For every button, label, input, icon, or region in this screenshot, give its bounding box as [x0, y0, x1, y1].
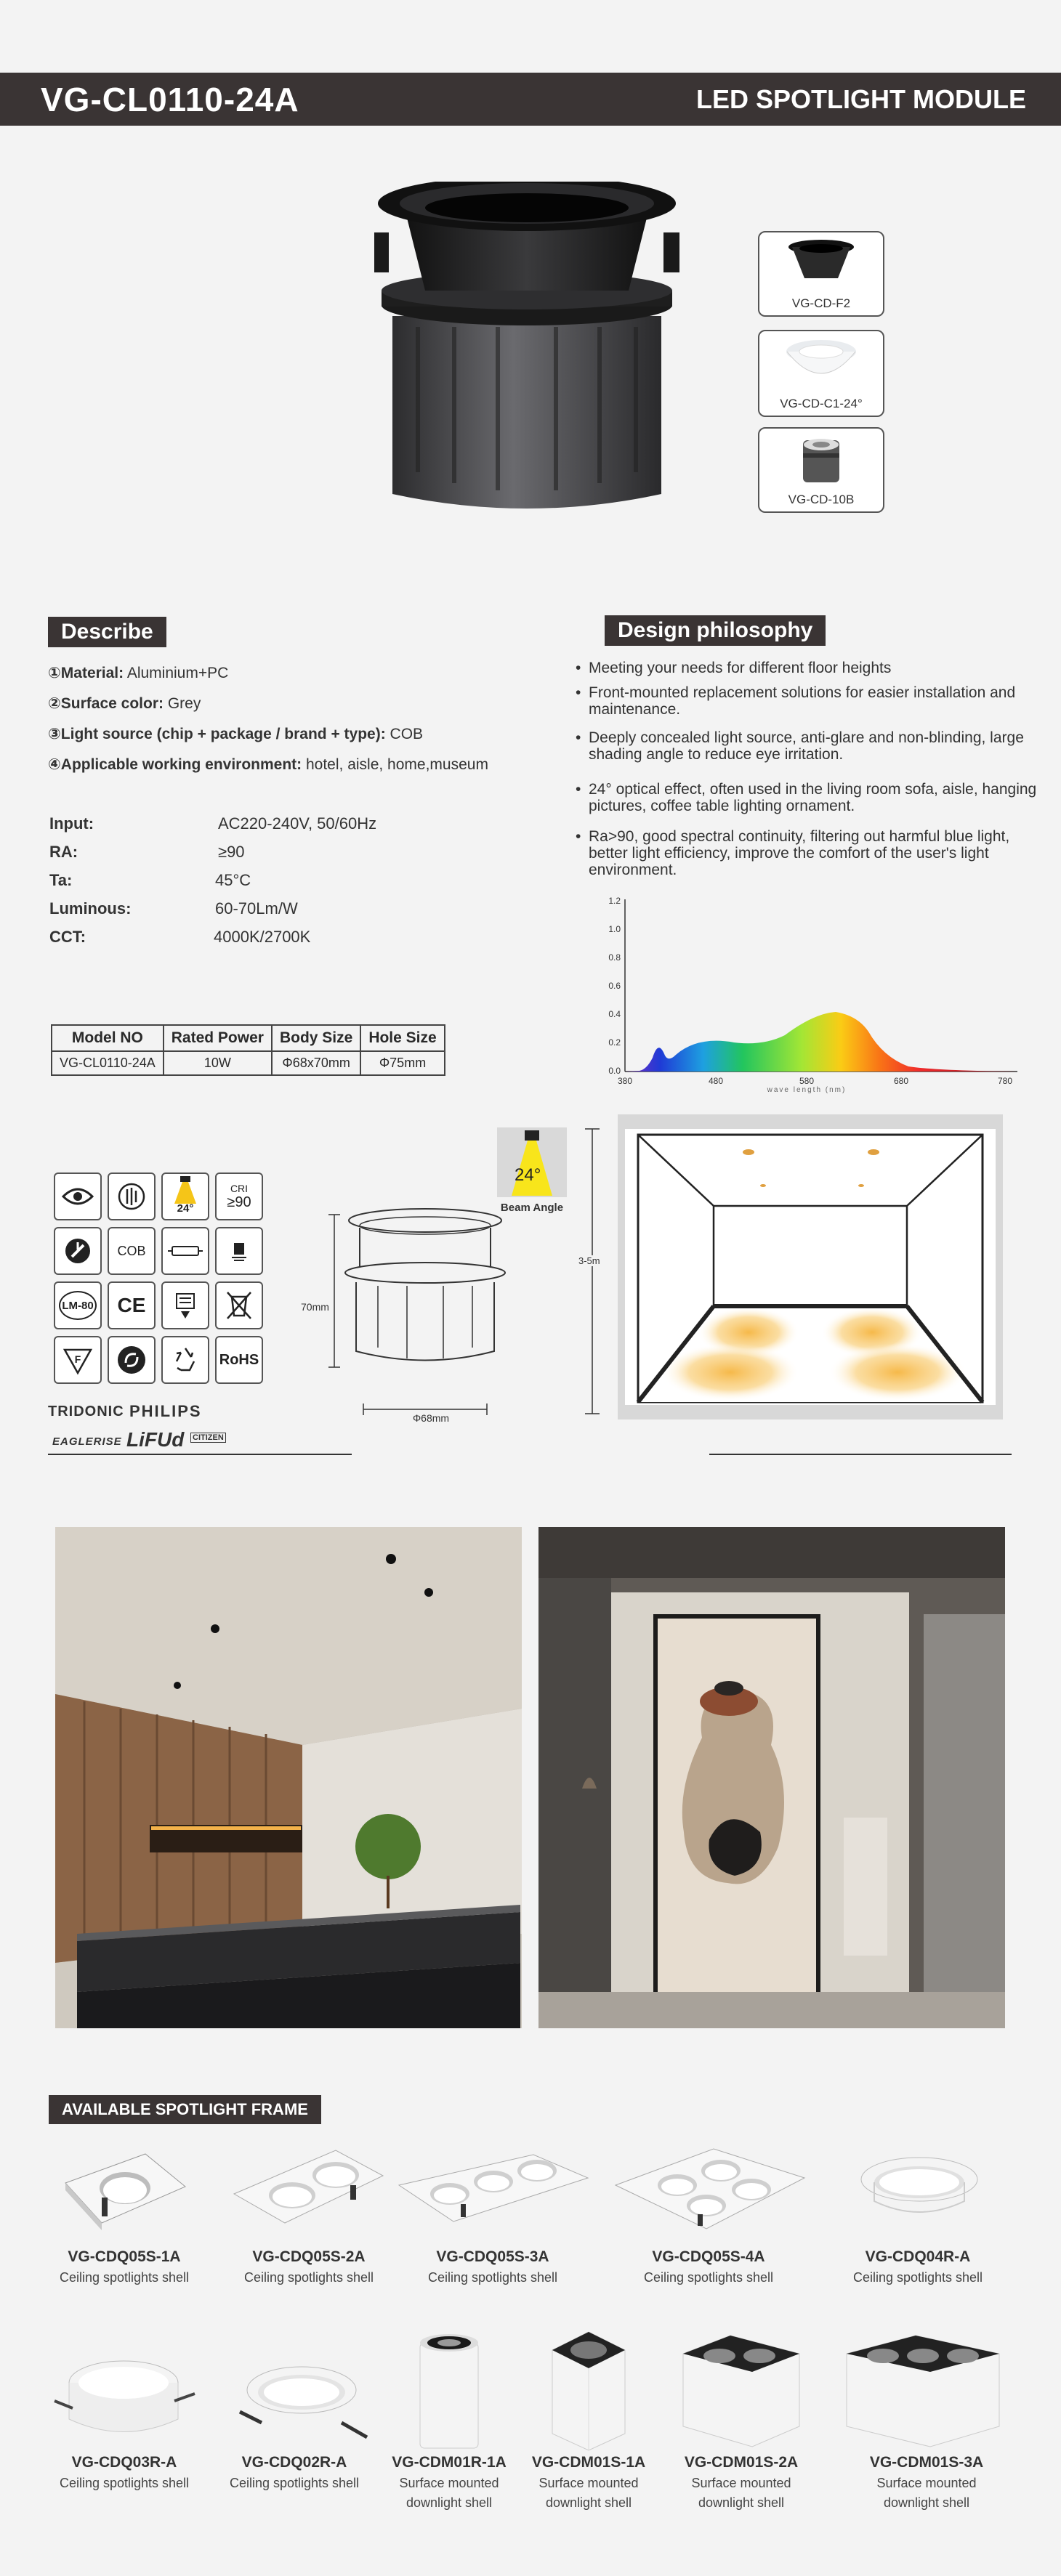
frame-photo	[854, 2150, 985, 2230]
frame-photo	[51, 2350, 196, 2452]
spec-value: ≥90	[218, 843, 245, 861]
driver-icon	[161, 1227, 209, 1275]
product-subtitle: LED SPOTLIGHT MODULE	[696, 84, 1026, 114]
artwork-scene-photo	[538, 1527, 1005, 2028]
frame-desc: Ceiling spotlights shell	[229, 2476, 360, 2490]
frame-photo	[227, 2143, 388, 2237]
beam-angle-label: Beam Angle	[500, 1202, 564, 1214]
philosophy-text: 24° optical effect, often used in the living room sofa, aisle, hanging pictures, coffee table lighting ornament.	[589, 781, 1037, 814]
angle-value: 24°	[177, 1202, 194, 1215]
accessory-card	[758, 330, 884, 417]
table-header: Model NO	[52, 1025, 164, 1051]
frame-desc: Ceiling spotlights shell	[59, 2270, 190, 2285]
spec-table	[51, 1024, 445, 1076]
frame-desc: Surface mounted	[538, 2476, 639, 2490]
frame-desc: Ceiling spotlights shell	[643, 2270, 774, 2285]
describe-value: Grey	[164, 695, 201, 712]
philosophy-text: Deeply concealed light source, anti-glare and non-blinding, large shading angle to reduce eye irritation.	[589, 729, 1024, 763]
describe-value: Aluminium+PC	[124, 665, 229, 681]
frame-desc: downlight shell	[883, 2495, 970, 2510]
spec-key: CCT:	[49, 928, 86, 946]
frame-name: VG-CDM01S-2A	[684, 2454, 799, 2471]
spec-value: 4000K/2700K	[214, 928, 311, 946]
frame-name: VG-CDQ03R-A	[71, 2454, 177, 2471]
spec-value: AC220-240V, 50/60Hz	[218, 814, 377, 833]
frame-desc: downlight shell	[545, 2495, 632, 2510]
cri-icon	[215, 1172, 263, 1220]
divider	[709, 1454, 1012, 1455]
y-tick: 0.2	[608, 1037, 621, 1048]
spectrum-chart	[596, 894, 1025, 1094]
frame-name: VG-CDQ05S-3A	[436, 2248, 549, 2265]
frame-desc: downlight shell	[698, 2495, 785, 2510]
frame-name: VG-CDQ02R-A	[241, 2454, 347, 2471]
frame-photo	[843, 2332, 1003, 2448]
philosophy-item: • 24° optical effect, often used in the living room sofa, aisle, hanging pictures, coffee table lighting ornament.	[576, 781, 1037, 814]
no-flicker-icon	[54, 1227, 102, 1275]
philosophy-tag: Design philosophy	[605, 615, 826, 646]
accessory-label: VG-CD-10B	[788, 493, 855, 506]
lm80-icon	[54, 1281, 102, 1329]
describe-key: ②Surface color:	[48, 695, 164, 712]
frame-name: VG-CDQ05S-2A	[252, 2248, 366, 2265]
accessory-photo	[781, 337, 861, 388]
model-title: VG-CL0110-24A	[41, 81, 299, 118]
brand-philips: PHILIPS	[129, 1402, 202, 1420]
accessory-label: VG-CD-C1-24°	[780, 397, 863, 410]
describe-line	[48, 664, 228, 682]
describe-line	[48, 725, 423, 743]
cri-value: ≥90	[227, 1194, 251, 1210]
frame-name: VG-CDM01S-1A	[531, 2454, 646, 2471]
philosophy-item: • Deeply concealed light source, anti-glare and non-blinding, large shading angle to reduce eye irritation.	[576, 729, 1024, 763]
x-tick: 780	[997, 1076, 1013, 1086]
spec-key: Luminous:	[49, 899, 132, 918]
spec-value: 60-70Lm/W	[215, 899, 298, 918]
rohs-icon: RoHS	[215, 1336, 263, 1384]
y-tick: 1.0	[608, 924, 621, 934]
table-cell: Φ75mm	[360, 1051, 444, 1075]
frame-photo	[612, 2142, 808, 2236]
diameter-dimension: Φ68mm	[413, 1412, 450, 1424]
led-chip-icon	[215, 1227, 263, 1275]
frame-photo	[58, 2147, 189, 2241]
frame-photo	[413, 2328, 485, 2452]
spec-key: RA:	[49, 843, 78, 861]
y-tick: 1.2	[608, 896, 621, 906]
table-cell: Φ68x70mm	[272, 1051, 360, 1075]
cri-label: CRI	[230, 1182, 249, 1194]
weee-bin-icon	[215, 1281, 263, 1329]
beam-angle-graphic	[497, 1127, 567, 1197]
accessory-photo	[781, 238, 861, 289]
x-axis-label: wave length (nm)	[767, 1086, 847, 1094]
y-tick: 0.0	[608, 1066, 621, 1076]
frame-desc: Surface mounted	[399, 2476, 499, 2490]
x-tick: 480	[708, 1076, 724, 1086]
table-cell: 10W	[164, 1051, 272, 1075]
header-bar	[0, 73, 1061, 126]
lifespan-icon	[161, 1281, 209, 1329]
spec-value: 45°C	[215, 871, 251, 889]
describe-tag: Describe	[48, 617, 166, 647]
accessory-card	[758, 427, 884, 513]
beam-angle-icon	[161, 1172, 209, 1220]
beam-angle-value: 24°	[515, 1165, 541, 1185]
frame-name: VG-CDM01R-1A	[392, 2454, 507, 2471]
accessory-photo	[781, 434, 861, 485]
room-lighting-diagram	[618, 1114, 1003, 1419]
brand-lifud: LiFUd	[126, 1428, 185, 1451]
philosophy-text: Meeting your needs for different floor heights	[589, 660, 892, 676]
y-tick: 0.6	[608, 981, 621, 991]
table-row	[52, 1051, 445, 1075]
table-header: Rated Power	[164, 1025, 272, 1051]
frame-desc: Ceiling spotlights shell	[59, 2476, 190, 2490]
frame-desc: downlight shell	[406, 2495, 493, 2510]
svg-text:F: F	[74, 1353, 81, 1365]
frame-photo	[233, 2350, 371, 2452]
x-tick: 680	[893, 1076, 909, 1086]
describe-line	[48, 694, 201, 713]
philosophy-item: • Ra>90, good spectral continuity, filtering out harmful blue light, better light efficiency, improve the comfort of the user's light environment.	[576, 828, 1010, 878]
anti-glare-icon	[108, 1172, 156, 1220]
brand-citizen: CITIZEN	[190, 1433, 226, 1443]
table-header: Body Size	[272, 1025, 360, 1051]
describe-value: hotel, aisle, home,museum	[302, 756, 488, 773]
frame-desc: Ceiling spotlights shell	[243, 2270, 374, 2285]
recycle-icon	[161, 1336, 209, 1384]
philosophy-item: • Front-mounted replacement solutions for easier installation and maintenance.	[576, 684, 1016, 718]
describe-key: ③Light source (chip + package / brand + type):	[48, 726, 386, 742]
spec-key: Ta:	[49, 871, 73, 889]
accessory-card	[758, 231, 884, 317]
f-mark-icon	[54, 1336, 102, 1384]
accessory-label: VG-CD-F2	[791, 296, 851, 310]
frame-name: VG-CDQ05S-4A	[652, 2248, 765, 2265]
dimension-drawing	[291, 1206, 530, 1424]
y-tick: 0.8	[608, 952, 621, 963]
philosophy-item: • Meeting your needs for different floor heights	[576, 660, 892, 676]
table-header-row	[52, 1025, 445, 1051]
frame-desc: Surface mounted	[691, 2476, 791, 2490]
frames-tag: AVAILABLE SPOTLIGHT FRAME	[49, 2095, 321, 2124]
philosophy-text: Front-mounted replacement solutions for easier installation and maintenance.	[589, 684, 1016, 718]
frame-name: VG-CDM01S-3A	[869, 2454, 984, 2471]
frame-name: VG-CDQ05S-1A	[68, 2248, 181, 2265]
frame-name: VG-CDQ04R-A	[865, 2248, 971, 2265]
x-tick: 580	[799, 1076, 815, 1086]
brand-tridonic: TRIDONIC	[48, 1404, 124, 1419]
room-height-label: 3-5m	[578, 1255, 600, 1266]
frame-photo	[679, 2332, 803, 2448]
energy-saving-icon	[108, 1336, 156, 1384]
frame-desc: Ceiling spotlights shell	[427, 2270, 558, 2285]
describe-key: ①Material:	[48, 665, 124, 681]
table-header: Hole Size	[360, 1025, 444, 1051]
x-tick: 380	[617, 1076, 633, 1086]
frame-desc: Ceiling spotlights shell	[852, 2270, 983, 2285]
cob-icon: COB	[108, 1227, 156, 1275]
lm80-label: LM-80	[59, 1291, 97, 1320]
divider	[48, 1454, 352, 1455]
table-cell: VG-CL0110-24A	[52, 1051, 164, 1075]
eye-icon	[54, 1172, 102, 1220]
frame-photo	[545, 2328, 632, 2452]
describe-value: COB	[385, 726, 424, 742]
philosophy-text: Ra>90, good spectral continuity, filtering out harmful blue light, better light efficiency, improve the comfort of the user's light environment.	[589, 828, 1010, 878]
brand-eaglerise: EAGLERISE	[52, 1435, 122, 1448]
describe-line	[48, 756, 488, 774]
frame-photo	[395, 2149, 592, 2229]
describe-key: ④Applicable working environment:	[48, 756, 302, 773]
height-dimension: 70mm	[301, 1301, 329, 1313]
frame-desc: Surface mounted	[876, 2476, 977, 2490]
spec-key: Input:	[49, 814, 94, 833]
room-height-line	[581, 1127, 603, 1415]
product-photo	[374, 182, 679, 530]
y-tick: 0.4	[608, 1009, 621, 1019]
ce-icon: CE	[108, 1281, 156, 1329]
kitchen-scene-photo	[55, 1527, 522, 2028]
